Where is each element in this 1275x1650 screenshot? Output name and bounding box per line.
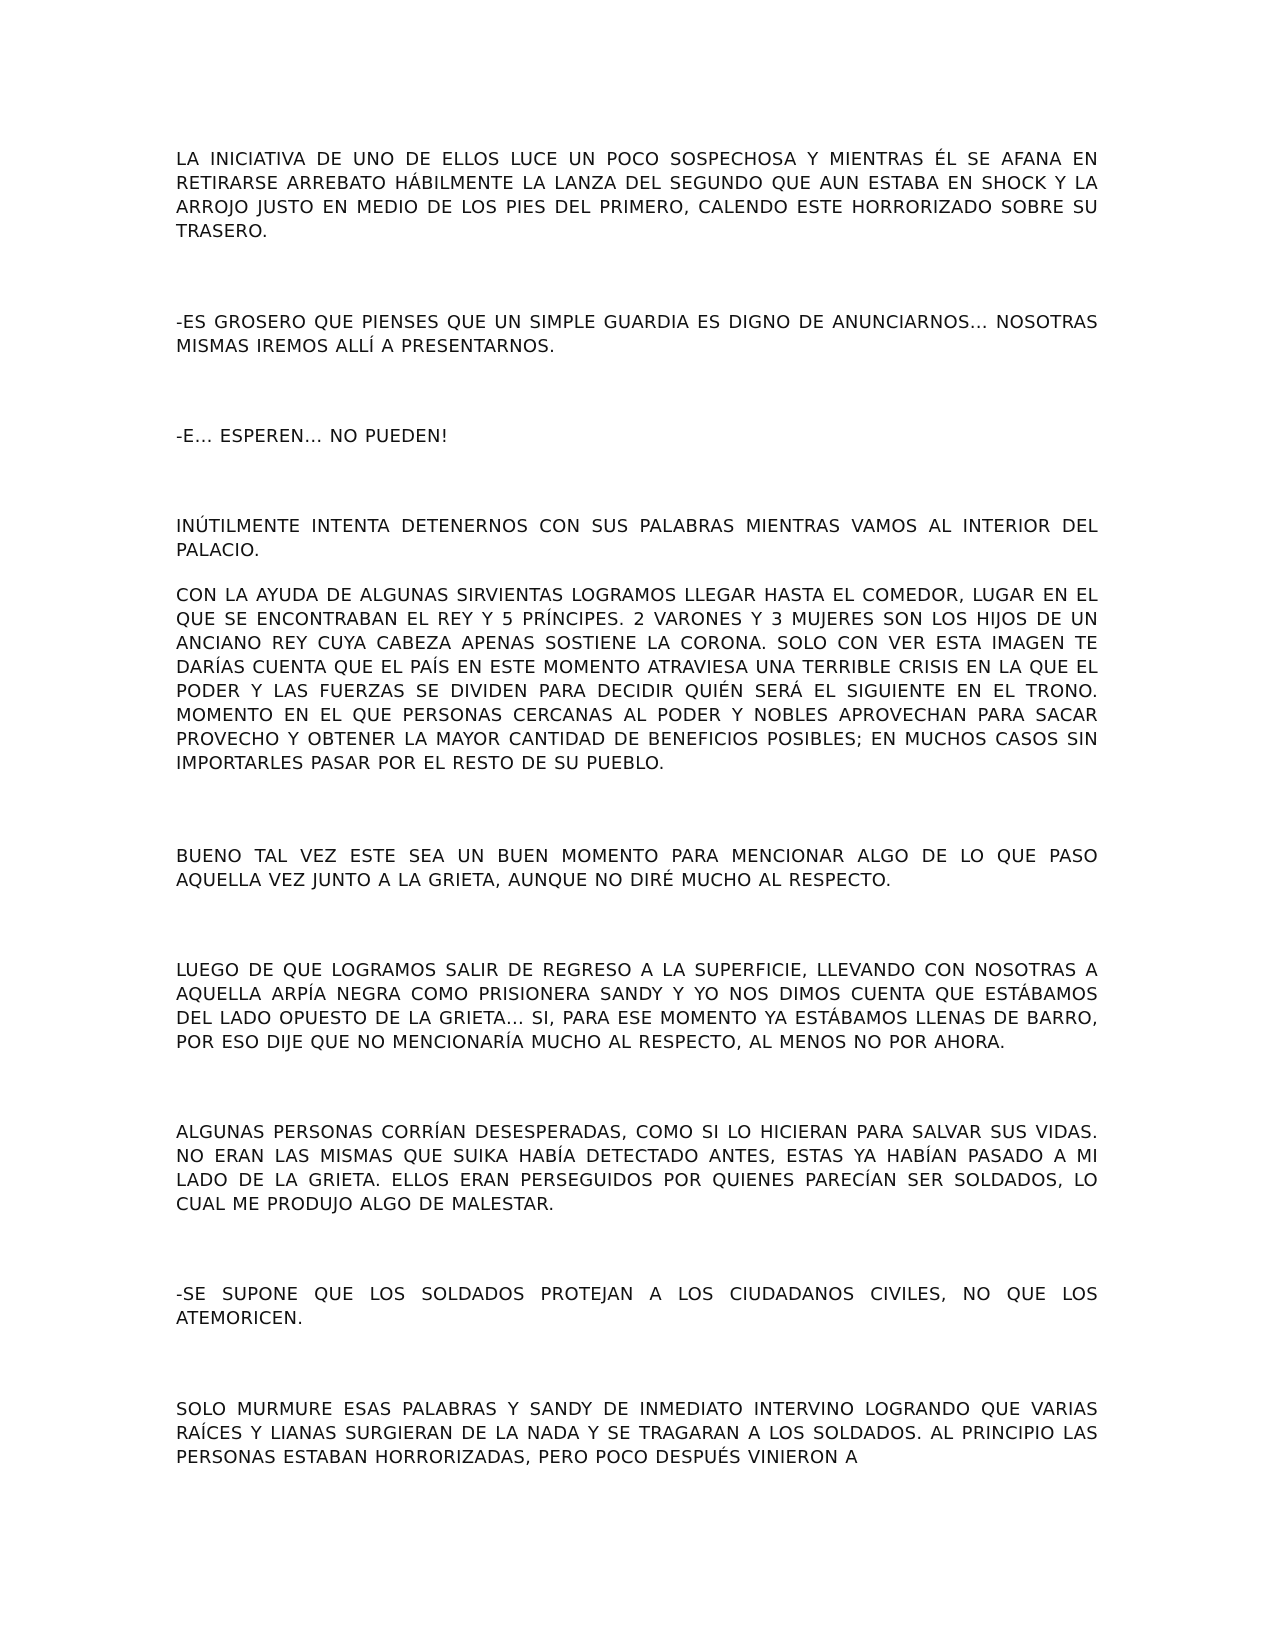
document-page: [176, 148, 1098, 1470]
paragraph-6: BUENO TAL VEZ ESTE SEA UN BUEN MOMENTO PARA MENCIONAR ALGO DE LO QUE PASO AQUELLA VEZ JUNTO A LA GRIETA, AUNQUE NO DIRÉ MUCHO AL RESPECTO.: [176, 846, 1098, 891]
paragraph-9: -SE SUPONE QUE LOS SOLDADOS PROTEJAN A LOS CIUDADANOS CIVILES, NO QUE LOS ATEMORICEN.: [176, 1284, 1098, 1329]
paragraph-2: -ES GROSERO QUE PIENSES QUE UN SIMPLE GUARDIA ES DIGNO DE ANUNCIARNOS… NOSOTRAS MISMAS IREMOS ALLÍ A PRESENTARNOS.: [176, 312, 1098, 357]
paragraph-3: -E… ESPEREN… NO PUEDEN!: [176, 426, 449, 447]
paragraph-4: INÚTILMENTE INTENTA DETENERNOS CON SUS PALABRAS MIENTRAS VAMOS AL INTERIOR DEL PALACIO.: [176, 516, 1098, 561]
paragraph-8: ALGUNAS PERSONAS CORRÍAN DESESPERADAS, COMO SI LO HICIERAN PARA SALVAR SUS VIDAS. NO ERAN LAS MISMAS QUE SUIKA HABÍA DETECTADO ANTES, ESTAS YA HABÍAN PASADO A MI LADO DE LA GRIETA. ELLOS ERAN PERSEGUIDOS POR QUIENES PARECÍAN SER SOLDADOS, LO CUAL ME PRODUJO ALGO DE MALESTAR.: [176, 1122, 1098, 1215]
paragraph-5: CON LA AYUDA DE ALGUNAS SIRVIENTAS LOGRAMOS LLEGAR HASTA EL COMEDOR, LUGAR EN EL QUE SE ENCONTRABAN EL REY Y 5 PRÍNCIPES. 2 VARONES Y 3 MUJERES SON LOS HIJOS DE UN ANCIANO REY CUYA CABEZA APENAS SOSTIENE LA CORONA. SOLO CON VER ESTA IMAGEN TE DARÍAS CUENTA QUE EL PAÍS EN ESTE MOMENTO ATRAVIESA UNA TERRIBLE CRISIS EN LA QUE EL PODER Y LAS FUERZAS SE DIVIDEN PARA DECIDIR QUIÉN SERÁ EL SIGUIENTE EN EL TRONO. MOMENTO EN EL QUE PERSONAS CERCANAS AL PODER Y NOBLES APROVECHAN PARA SACAR PROVECHO Y OBTENER LA MAYOR CANTIDAD DE BENEFICIOS POSIBLES; EN MUCHOS CASOS SIN IMPORTARLES PASAR POR EL RESTO DE SU PUEBLO.: [176, 585, 1098, 774]
paragraph-1: LA INICIATIVA DE UNO DE ELLOS LUCE UN POCO SOSPECHOSA Y MIENTRAS ÉL SE AFANA EN RETIRARSE ARREBATO HÁBILMENTE LA LANZA DEL SEGUNDO QUE AUN ESTABA EN SHOCK Y LA ARROJO JUSTO EN MEDIO DE LOS PIES DEL PRIMERO, CALENDO ESTE HORRORIZADO SOBRE SU TRASERO.: [176, 149, 1098, 242]
paragraph-10: SOLO MURMURE ESAS PALABRAS Y SANDY DE INMEDIATO INTERVINO LOGRANDO QUE VARIAS RAÍCES Y LIANAS SURGIERAN DE LA NADA Y SE TRAGARAN A LOS SOLDADOS. AL PRINCIPIO LAS PERSONAS ESTABAN HORRORIZADAS, PERO POCO DESPUÉS VINIERON A: [176, 1399, 1098, 1468]
paragraph-7: LUEGO DE QUE LOGRAMOS SALIR DE REGRESO A LA SUPERFICIE, LLEVANDO CON NOSOTRAS A AQUELLA ARPÍA NEGRA COMO PRISIONERA SANDY Y YO NOS DIMOS CUENTA QUE ESTÁBAMOS DEL LADO OPUESTO DE LA GRIETA… SI, PARA ESE MOMENTO YA ESTÁBAMOS LLENAS DE BARRO, POR ESO DIJE QUE NO MENCIONARÍA MUCHO AL RESPECTO, AL MENOS NO POR AHORA.: [176, 960, 1098, 1053]
